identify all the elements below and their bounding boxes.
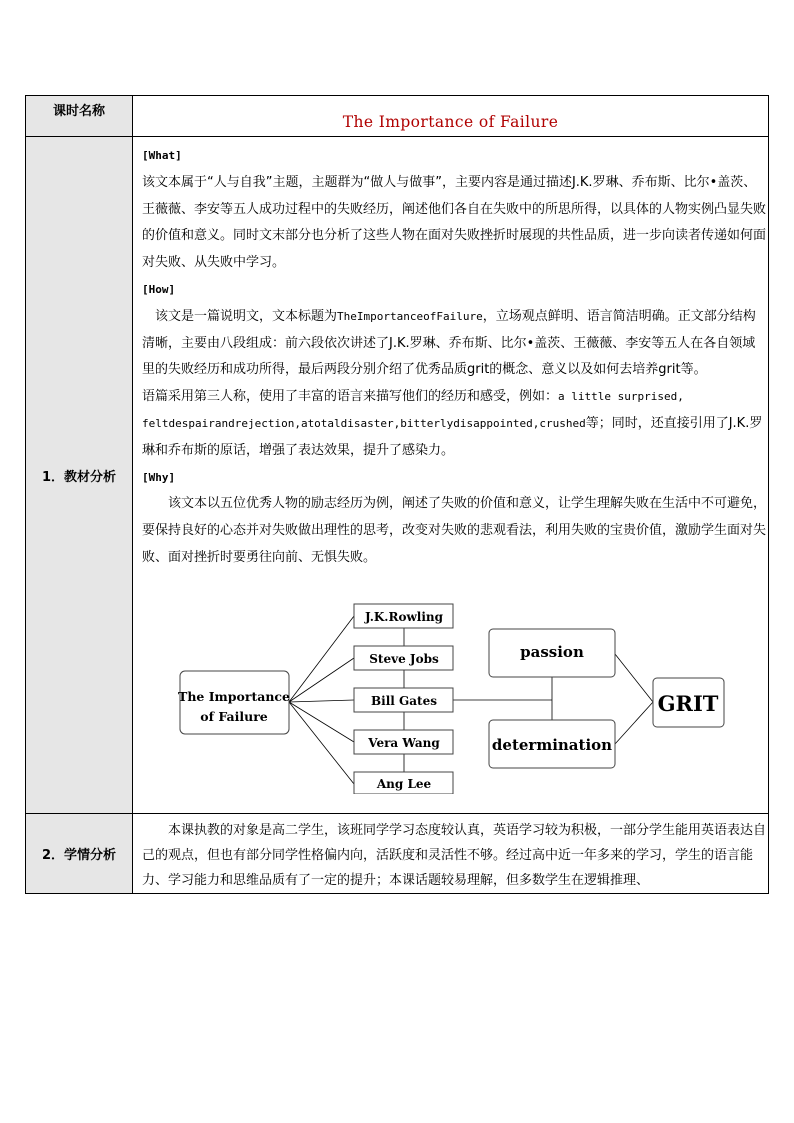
failure-diagram	[142, 584, 762, 794]
textbook-analysis-content	[133, 137, 769, 814]
failure-diagram-svg	[142, 584, 762, 794]
how-text-2a: 语篇采用第三人称，使用了丰富的语言来描写他们的经历和感受，例如：	[142, 389, 559, 405]
person-node-label: J.K.Rowling	[364, 609, 444, 624]
student-analysis-label: 2．学情分析	[26, 814, 133, 894]
lesson-title-cell	[133, 96, 769, 137]
student-analysis-paragraph: 本课执教的对象是高二学生，该班同学学习态度较认真，英语学习较为积极，一部分学生能用英语表达自己的观点，但也有部分同学性格偏内向，活跃度和灵活性不够。经过高中近一年多来的学习，学生的语言能力、学习能力和思维品质有了一定的提升；本课话题较易理解，但多数学生在逻辑推理、	[142, 823, 767, 888]
connector-rowling	[289, 616, 354, 702]
grit-node-label: GRIT	[657, 690, 719, 716]
connector-determination-grit	[615, 702, 653, 744]
center-node	[178, 671, 290, 734]
how-heading: [How]	[142, 282, 176, 296]
how-examples-english: a little surprised, feltdespairandrejection,atotaldisaster,bitterlydisappointed,crushed	[142, 390, 684, 430]
why-paragraph: 该文本以五位优秀人物的励志经历为例，阐述了失败的价值和意义，让学生理解失败在生活中不可避免，要保持良好的心态并对失败做出理性的思考，改变对失败的悲观看法，利用失败的宝贵价值，激励学生面对失败、面对挫折时要勇往向前、无惧失败。	[142, 496, 767, 565]
how-text-1a: 该文是一篇说明文，文本标题为	[155, 308, 338, 324]
lesson-title: The Importance of Failure	[342, 113, 559, 131]
person-nodes	[354, 604, 453, 794]
quality-node-label: passion	[520, 642, 584, 661]
connector-wang	[289, 702, 354, 742]
person-node-label: Bill Gates	[371, 693, 437, 708]
connector-lee	[289, 702, 354, 784]
student-analysis-content	[133, 814, 769, 894]
person-node-label: Steve Jobs	[369, 651, 439, 666]
how-paragraph-2	[142, 384, 766, 464]
student-analysis-row	[26, 814, 769, 894]
textbook-analysis-label: 1．教材分析	[26, 137, 133, 814]
connector-jobs	[289, 658, 354, 702]
how-title-english: TheImportanceofFailure	[337, 309, 483, 323]
how-paragraph-1	[142, 304, 766, 384]
why-heading: [Why]	[142, 470, 176, 484]
person-node-label: Ang Lee	[376, 776, 432, 791]
result-node	[653, 678, 724, 727]
title-row	[26, 96, 769, 137]
what-paragraph: 该文本属于“人与自我”主题，主题群为“做人与做事”，主要内容是通过描述J.K.罗琳、乔布斯、比尔•盖茨、王薇薇、李安等五人成功过程中的失败经历，阐述他们各自在失败中的所思所得，以具体的人物实例凸显失败的价值和意义。同时文末部分也分析了这些人物在面对失败挫折时展现的共性品质，进一步向读者传递如何面对失败、从失败中学习。	[142, 174, 767, 271]
how-text-2c: 等；同时，还直接引用了J.K.罗琳和乔布斯的原话，增强了表达效果，提升了感染力。	[142, 415, 763, 458]
center-node-line-2: of Failure	[200, 708, 268, 724]
connector-gates	[289, 700, 354, 702]
quality-node-label: determination	[491, 735, 613, 754]
lesson-plan-table	[25, 95, 769, 894]
how-text-1c: ，立场观点鲜明、语言简洁明确。正文部分结构清晰，主要由八段组成：前六段依次讲述了J.K.罗琳、乔布斯、比尔•盖茨、王薇薇、李安等五人在各自领域里的失败经历和成功所得，最后两段分别介绍了优秀品质grit的概念、意义以及如何去培养grit等。	[142, 308, 756, 378]
center-node-line-1: The Importance	[178, 688, 290, 704]
lesson-name-label: 课时名称	[26, 96, 133, 137]
what-heading: [What]	[142, 149, 182, 162]
textbook-analysis-row	[26, 137, 769, 814]
connector-passion-grit	[615, 654, 653, 702]
person-node-label: Vera Wang	[368, 735, 440, 750]
